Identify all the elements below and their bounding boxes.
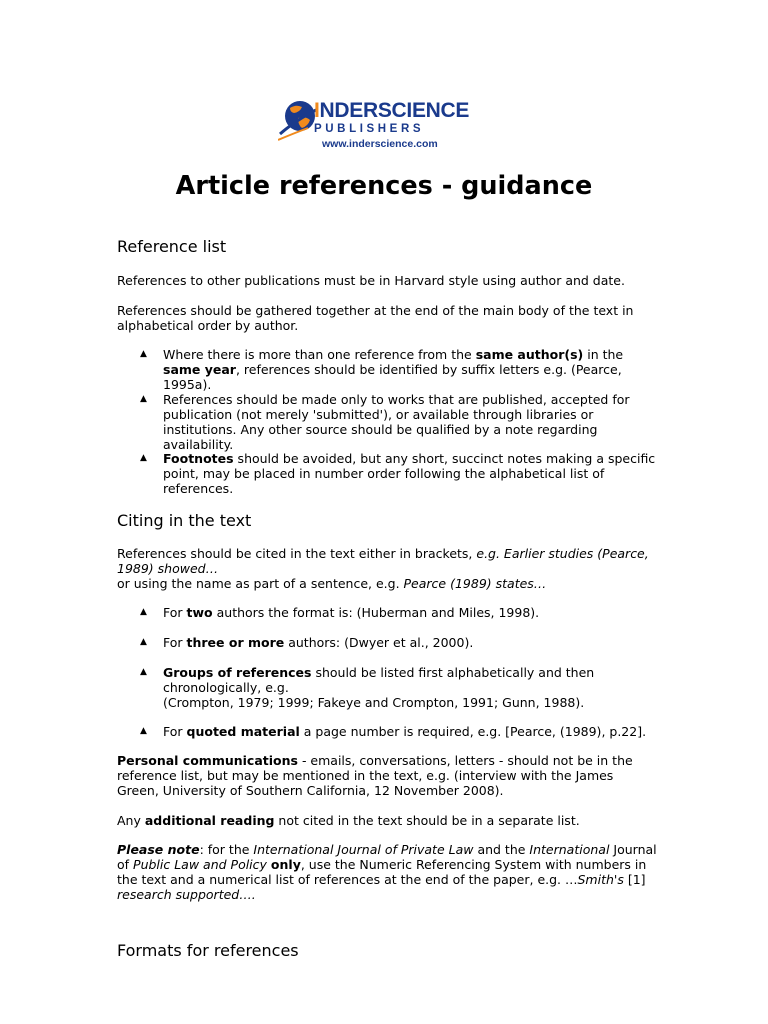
- bold-text: Footnotes: [163, 451, 234, 466]
- italic-text: Public Law and Policy: [133, 857, 267, 872]
- italic-text: International: [529, 842, 610, 857]
- text: not cited in the text should be in a separate list.: [274, 813, 580, 828]
- logo-subtitle: PUBLISHERS: [314, 123, 425, 135]
- bullet-icon: ▲: [140, 667, 147, 677]
- citing-bullets: [117, 724, 657, 739]
- logo-title: [314, 100, 469, 122]
- bold-text: quoted material: [186, 724, 300, 739]
- text: should be listed first alphabetically and then chronologically, e.g.: [163, 665, 595, 695]
- additional-reading: [117, 813, 657, 828]
- text: - emails, conversations, letters - should not be in the reference list, but may be mentioned in the text, e.g. (interview with the James Green, University of Southern California, 12 November 2008).: [117, 753, 633, 798]
- text: , references should be identified by suffix letters e.g. (Pearce, 1995a).: [163, 362, 622, 392]
- italic-text: Pearce (1989) states…: [403, 576, 547, 591]
- bold-text: Personal communications: [117, 753, 298, 768]
- reference-list-bullets: [117, 347, 657, 392]
- inderscience-logo: [278, 98, 470, 154]
- citing-bullets: [117, 665, 657, 710]
- bullet-icon: ▲: [140, 394, 147, 404]
- list-item: [117, 347, 657, 392]
- personal-communications: [117, 753, 657, 798]
- citing-p1: [117, 546, 657, 591]
- text: Any: [117, 813, 145, 828]
- bold-text: same author(s): [475, 347, 584, 362]
- reference-list-p2: References should be gathered together at the end of the main body of the text in alphabetical order by author.: [117, 303, 634, 333]
- text: References should be cited in the text either in brackets,: [117, 546, 477, 561]
- text: authors: (Dwyer et al., 2000).: [284, 635, 474, 650]
- globe-icon: [278, 98, 318, 148]
- bold-text: Groups of references: [163, 665, 312, 680]
- citing-bullets: [117, 635, 657, 650]
- list-item: [117, 451, 657, 496]
- logo-url: www.inderscience.com: [322, 138, 438, 150]
- heading-citing: Citing in the text: [117, 511, 252, 530]
- citing-bullets: [117, 605, 657, 620]
- heading-formats: Formats for references: [117, 941, 299, 960]
- text: For: [163, 605, 187, 620]
- text: Journal of: [117, 842, 657, 872]
- logo-title-first: I: [314, 99, 320, 122]
- text: in the: [583, 347, 624, 362]
- text: a page number is required, e.g. [Pearce, (1989), p.22].: [299, 724, 647, 739]
- text: and the: [473, 842, 530, 857]
- italic-text: Smith's: [577, 872, 624, 887]
- list-item: [117, 724, 657, 739]
- bullet-icon: ▲: [140, 637, 147, 647]
- bold-italic-text: Please note: [117, 842, 200, 857]
- list-item: [117, 605, 657, 620]
- please-note: [117, 842, 657, 902]
- text: (Crompton, 1979; 1999; Fakeye and Crompton, 1991; Gunn, 1988).: [163, 695, 585, 710]
- text: authors the format is: (Huberman and Miles, 1998).: [212, 605, 540, 620]
- list-item: [117, 392, 657, 452]
- reference-list-bullets: [117, 392, 657, 452]
- bold-text: only: [270, 857, 301, 872]
- list-item: [117, 635, 657, 650]
- italic-text: research supported….: [117, 887, 256, 902]
- text: should be avoided, but any short, succinct notes making a specific point, may be placed in number order following the alphabetical list of references.: [163, 451, 656, 496]
- italic-text: International Journal of Private Law: [253, 842, 474, 857]
- text: For: [163, 724, 187, 739]
- text: References should be made only to works that are published, accepted for publication (not merely 'submitted'), or available through libraries or institutions. Any other source should be qualified by a note regarding availability.: [163, 392, 630, 452]
- reference-list-bullets: [117, 451, 657, 496]
- text: or using the name as part of a sentence, e.g.: [117, 576, 404, 591]
- bold-text: same year: [163, 362, 236, 377]
- text: For: [163, 635, 187, 650]
- text: Where there is more than one reference from the: [163, 347, 476, 362]
- reference-list-p1: References to other publications must be in Harvard style using author and date.: [117, 273, 625, 288]
- page-title: Article references - guidance: [175, 171, 593, 201]
- list-item: [117, 665, 657, 710]
- text: [1]: [623, 872, 646, 887]
- bullet-icon: ▲: [140, 349, 147, 359]
- bullet-icon: ▲: [140, 607, 147, 617]
- text: , use the Numeric Referencing System with numbers in the text and a numerical list of references at the end of the paper, e.g. …: [117, 857, 647, 887]
- bullet-icon: ▲: [140, 726, 147, 736]
- bold-text: additional reading: [144, 813, 275, 828]
- bullet-icon: ▲: [140, 453, 147, 463]
- heading-reference-list: Reference list: [117, 237, 227, 256]
- bold-text: two: [186, 605, 213, 620]
- text: : for the: [199, 842, 254, 857]
- logo-title-rest: NDERSCIENCE: [319, 99, 470, 122]
- italic-text: e.g. Earlier studies (Pearce, 1989) showed…: [117, 546, 649, 576]
- bold-text: three or more: [186, 635, 285, 650]
